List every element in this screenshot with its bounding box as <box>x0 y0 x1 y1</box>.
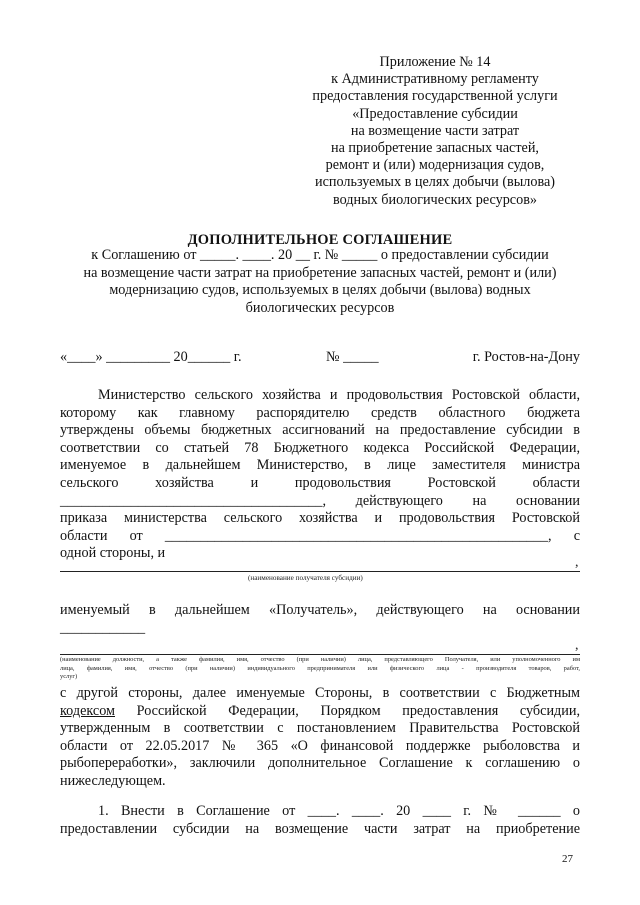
appendix-header <box>290 54 580 209</box>
recipient-name-rule <box>60 571 580 572</box>
paragraph-line: приказа министерства сельского хозяйства и продовольствия Ростовской <box>60 510 580 527</box>
subtitle-line: модернизацию судов, используемых в целях добычи (вылова) водных <box>109 282 531 298</box>
basis-blank: ____________ <box>60 619 146 636</box>
paragraph-line: одной стороны, и <box>60 545 166 562</box>
paragraph-line: предоставлении субсидии на возмещение части затрат на приобретение <box>60 820 580 837</box>
paragraph-line: нижеследующем. <box>60 772 166 789</box>
paragraph-line: Министерство сельского хозяйства и продовольствия Ростовской области, <box>98 387 580 403</box>
agreement-city: г. Ростов-на-Дону <box>472 349 580 365</box>
appendix-line: на приобретение запасных частей, <box>331 140 539 157</box>
paragraph-parties <box>60 685 580 791</box>
paragraph-line: сельского хозяйства и продовольствия Ростовской области <box>60 474 580 491</box>
caption-line: услуг) <box>60 673 78 681</box>
agreement-number: № _____ <box>326 349 379 365</box>
paragraph-line: области от ______________________________________________________, с <box>60 527 580 544</box>
subtitle-line: биологических ресурсов <box>245 299 395 316</box>
appendix-line: Приложение № 14 <box>379 54 491 70</box>
agreement-date: «____» _________ 20______ г. <box>60 349 242 365</box>
subtitle-line: на возмещение части затрат на приобретение запасных частей, ремонт и (или) <box>83 264 557 281</box>
paragraph-line: области от 22.05.2017 № 365 «О финансовой поддержке рыболовства и <box>60 737 580 754</box>
page-number: 27 <box>562 853 573 865</box>
paragraph-clause-1 <box>60 803 580 838</box>
paragraph-ministry <box>60 387 580 563</box>
appendix-line: водных биологических ресурсов» <box>332 191 537 208</box>
appendix-line: «Предоставление субсидии <box>352 105 518 122</box>
paragraph-line: рыбопереработки», заключили дополнительное Соглашение к соглашению о <box>60 755 580 772</box>
paragraph-line: _____________________________________, действующего на основании <box>60 492 580 509</box>
paragraph-line <box>60 703 580 721</box>
paragraph-line: именуемое в дальнейшем Министерство, в лице заместителя министра <box>60 457 580 474</box>
paragraph-line: которому как главному распорядителю средств областного бюджета <box>60 404 580 421</box>
representative-caption <box>60 656 580 682</box>
document-subtitle <box>58 247 582 317</box>
caption-line: лица, фамилия, имя, отчество (при наличии) индивидуального предпринимателя или физического лица - производителя товаров, работ, <box>60 664 580 672</box>
appendix-line: на возмещение части затрат <box>350 122 520 139</box>
paragraph-line-rest: Российской Федерации, Порядком предоставления субсидии, <box>136 702 580 719</box>
paragraph-line: утвержденным в соответствии с постановлением Правительства Ростовской <box>60 720 580 737</box>
appendix-line: используемых в целях добычи (вылова) <box>315 174 555 191</box>
representative-comma: , <box>575 638 579 653</box>
paragraph-line: с другой стороны, далее именуемые Стороны, в соответствии с Бюджетным <box>60 685 580 701</box>
recipient-comma: , <box>575 555 579 570</box>
document-title: ДОПОЛНИТЕЛЬНОЕ СОГЛАШЕНИЕ <box>187 232 453 248</box>
paragraph-line: соответствии со статьей 78 Бюджетного кодекса Российской Федерации, <box>60 439 580 456</box>
caption-line: (наименование должности, а также фамилия, имя, отчество (при наличии) лица, представляющего Получателя, или уполномоченного им <box>60 656 580 663</box>
appendix-line: к Административному регламенту <box>331 71 539 88</box>
paragraph-line: 1. Внести в Соглашение от ____. ____. 20 ____ г. № ______ о <box>98 803 580 819</box>
paragraph-recipient <box>60 602 580 637</box>
budget-code-link[interactable]: кодексом <box>60 702 116 719</box>
recipient-caption: (наименование получателя субсидии) <box>248 574 363 582</box>
appendix-line: предоставления государственной услуги <box>312 88 558 105</box>
appendix-line: ремонт и (или) модернизация судов, <box>325 157 545 174</box>
subtitle-line: к Соглашению от _____. ____. 20 __ г. № _____ о предоставлении субсидии <box>91 247 549 263</box>
paragraph-line: утверждены объемы бюджетных ассигнований на предоставление субсидии в <box>60 422 580 439</box>
representative-rule <box>60 654 580 655</box>
paragraph-line: именуемый в дальнейшем «Получатель», действующего на основании <box>60 602 580 618</box>
